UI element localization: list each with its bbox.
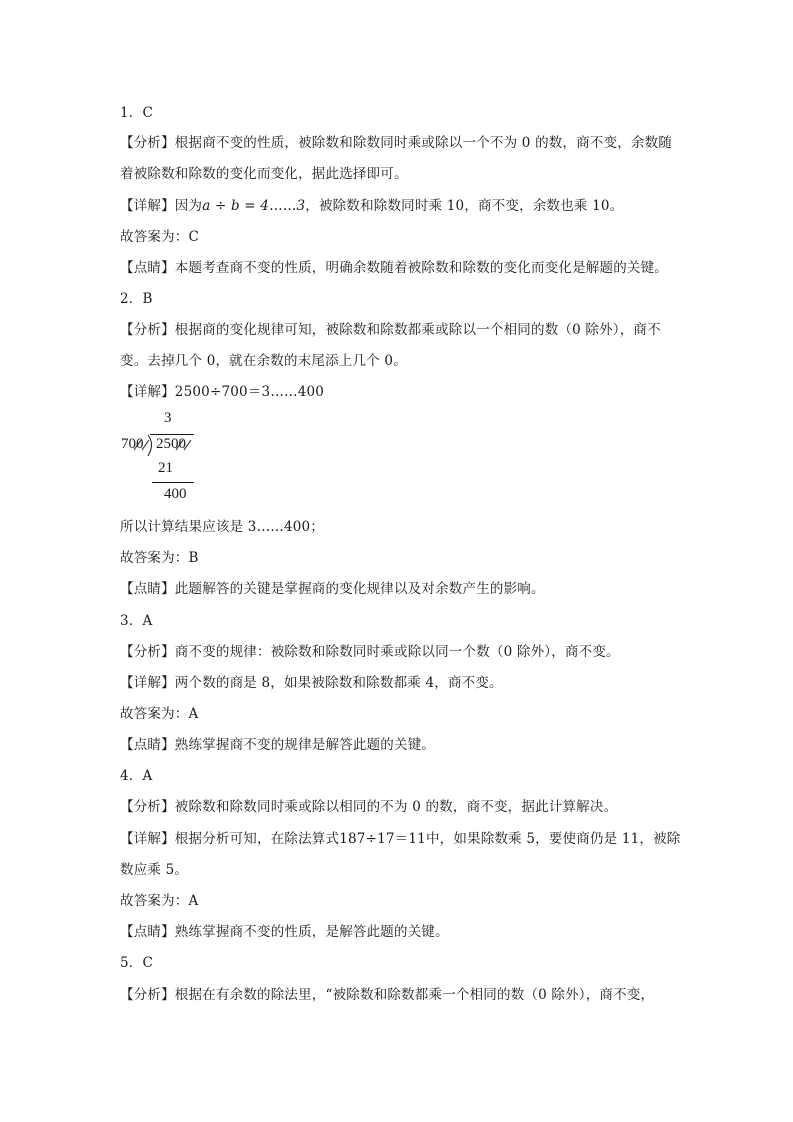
- division-dividend: 2500: [156, 436, 186, 452]
- item-1-detail-prefix: 【详解】因为: [120, 198, 203, 214]
- item-1-answer: 故答案为：C: [120, 229, 200, 245]
- item-2-conclusion: 所以计算结果应该是 3……400；: [120, 519, 325, 535]
- item-3-number: 3．A: [120, 613, 153, 629]
- item-2-number: 2．B: [120, 291, 153, 307]
- item-4-detail-formula: 187÷17＝11: [339, 831, 426, 847]
- item-1-analysis: 【分析】根据商不变的性质，被除数和除数同时乘或除以一个不为 0 的数，商不变，余数随: [120, 135, 673, 151]
- item-4-answer: 故答案为：A: [120, 893, 199, 909]
- item-2-analysis-cont: 变。去掉几个 0，就在余数的末尾添上几个 0。: [120, 353, 407, 369]
- item-1-analysis-cont: 着被除数和除数的变化而变化，据此选择即可。: [120, 166, 408, 182]
- item-4-detail-prefix: 【详解】根据分析可知，在除法算式: [120, 831, 340, 847]
- item-4-analysis: 【分析】被除数和除数同时乘或除以相同的不为 0 的数，商不变，据此计算解决。: [120, 799, 618, 815]
- item-4-comment: 【点睛】熟练掌握商不变的性质，是解答此题的关键。: [120, 924, 449, 940]
- item-4-detail-suffix: 中，如果除数乘 5，要使商仍是 11，被除: [425, 831, 681, 847]
- item-5-number: 5．C: [120, 955, 154, 971]
- item-1-detail: [120, 197, 680, 215]
- item-3-detail: 【详解】两个数的商是 8，如果被除数和除数都乘 4，商不变。: [120, 675, 503, 691]
- item-1-number: 1．C: [120, 105, 154, 121]
- item-1-detail-suffix: ，被除数和除数同时乘 10，商不变，余数也乘 10。: [305, 198, 624, 214]
- item-2-comment: 【点睛】此题解答的关键是掌握商的变化规律以及对余数产生的影响。: [120, 581, 545, 597]
- item-1-comment: 【点睛】本题考查商不变的性质，明确余数随着被除数和除数的变化而变化是解题的关键。: [120, 260, 668, 276]
- item-5-analysis: 【分析】根据在有余数的除法里，“被除数和除数都乘一个相同的数（0 除外），商不变，: [120, 987, 655, 1003]
- division-remainder: 400: [164, 486, 187, 502]
- division-divisor: 700: [121, 436, 144, 452]
- item-3-answer: 故答案为：A: [120, 706, 199, 722]
- item-4-detail: [120, 830, 680, 848]
- item-3-analysis: 【分析】商不变的规律：被除数和除数同时乘或除以同一个数（0 除外），商不变。: [120, 644, 620, 660]
- division-quotient: 3: [164, 410, 172, 426]
- item-2-analysis: 【分析】根据商的变化规律可知，被除数和除数都乘或除以一个相同的数（0 除外），商不: [120, 322, 661, 338]
- item-3-comment: 【点睛】熟练掌握商不变的规律是解答此题的关键。: [120, 737, 436, 753]
- division-product: 21: [158, 460, 173, 476]
- division-underline: [152, 482, 194, 483]
- item-1-detail-formula: a ÷ b = 4……3: [202, 198, 306, 214]
- item-4-detail-cont: 数应乘 5。: [120, 862, 189, 878]
- long-division-figure: [118, 410, 208, 510]
- item-2-detail: 【详解】2500÷700＝3……400: [120, 384, 325, 400]
- item-2-answer: 故答案为：B: [120, 550, 199, 566]
- item-4-number: 4．A: [120, 768, 153, 784]
